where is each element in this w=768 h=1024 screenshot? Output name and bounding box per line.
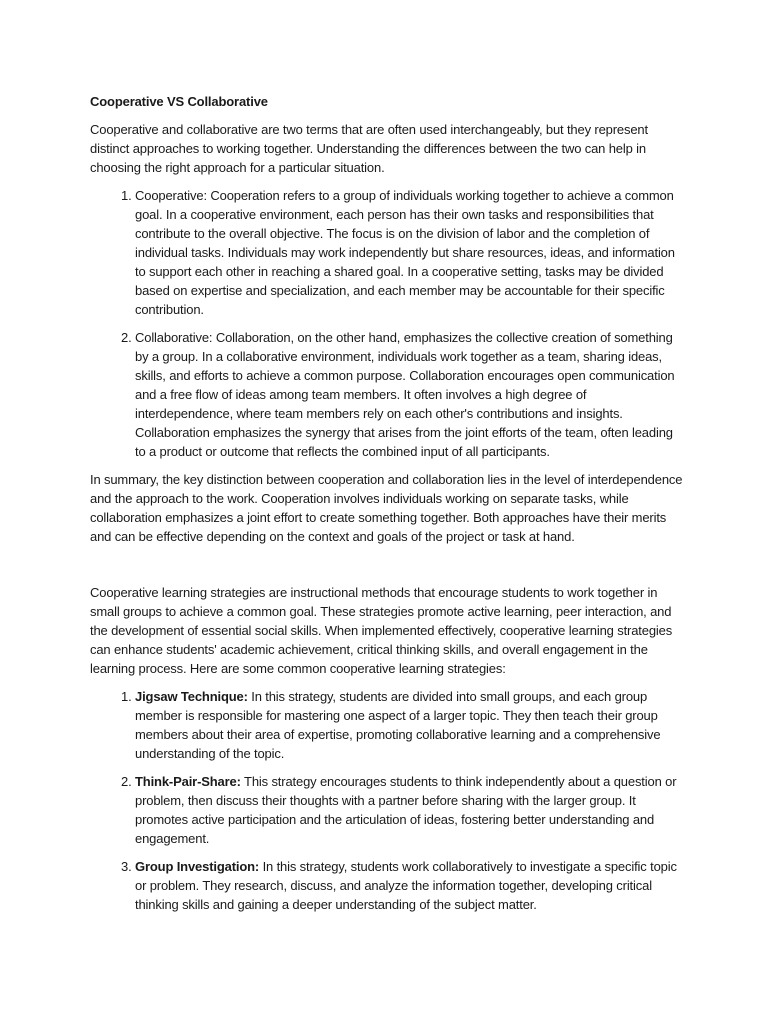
strategy-jigsaw	[135, 687, 684, 763]
section-spacer	[90, 555, 684, 583]
document-title: Cooperative VS Collaborative	[90, 94, 268, 109]
definition-cooperative: 1. Cooperative: Cooperation refers to a group of individuals working together to achieve a common goal. In a cooperative environment, each person has their own tasks and responsibilities that contribute to the overall objective. The focus is on the division of labor and the completion of individual tasks. Individuals may work independently but share resources, ideas, and information to support each other in reaching a shared goal. In a cooperative setting, tasks may be divided based on expertise and specialization, and each member may be accountable for their specific contribution.	[135, 186, 684, 319]
strategy-group-investigation	[135, 857, 684, 914]
intro-paragraph: Cooperative and collaborative are two terms that are often used interchangeably, but they represent distinct approaches to working together. Understanding the differences between the two can help in choosing the right approach for a particular situation.	[90, 122, 648, 175]
strategy-description: This strategy encourages students to think independently about a question or problem, then discuss their thoughts with a partner before sharing with the larger group. It promotes active participation and the articulation of ideas, fostering better understanding and engagement.	[135, 774, 677, 846]
strategy-description: In this strategy, students work collaboratively to investigate a specific topic or problem. They research, discuss, and analyze the information together, developing critical thinking skills and gaining a deeper understanding of the subject matter.	[135, 859, 677, 912]
definitions-list	[90, 186, 684, 461]
strategy-name: Group Investigation:	[135, 859, 260, 874]
definition-collaborative: 2. Collaborative: Collaboration, on the other hand, emphasizes the collective creation of something by a group. In a collaborative environment, individuals work together as a team, sharing ideas, skills, and efforts to achieve a common purpose. Collaboration encourages open communication and a free flow of ideas among team members. It often involves a high degree of interdependence, where team members rely on each other's contributions and insights. Collaboration emphasizes the synergy that arises from the joint efforts of the team, often leading to a product or outcome that reflects the combined input of all participants.	[135, 328, 684, 461]
strategies-intro-paragraph: Cooperative learning strategies are instructional methods that encourage students to work together in small groups to achieve a common goal. These strategies promote active learning, peer interaction, and the development of essential social skills. When implemented effectively, cooperative learning strategies can enhance students' academic achievement, critical thinking skills, and overall engagement in the learning process. Here are some common cooperative learning strategies:	[90, 585, 673, 676]
strategies-list	[90, 687, 684, 914]
strategy-name: Jigsaw Technique:	[135, 689, 248, 704]
summary-paragraph: In summary, the key distinction between cooperation and collaboration lies in the level of interdependence and the approach to the work. Cooperation involves individuals working on separate tasks, while collaboration emphasizes a joint effort to create something together. Both approaches have their merits and can be effective depending on the context and goals of the project or task at hand.	[90, 472, 683, 544]
strategy-think-pair-share	[135, 772, 684, 848]
strategy-description: In this strategy, students are divided into small groups, and each group member is responsible for mastering one aspect of a larger topic. They then teach their group members about their area of expertise, promoting collaborative learning and a comprehensive understanding of the topic.	[135, 689, 661, 761]
strategy-name: Think-Pair-Share:	[135, 774, 241, 789]
document-page	[90, 92, 684, 923]
